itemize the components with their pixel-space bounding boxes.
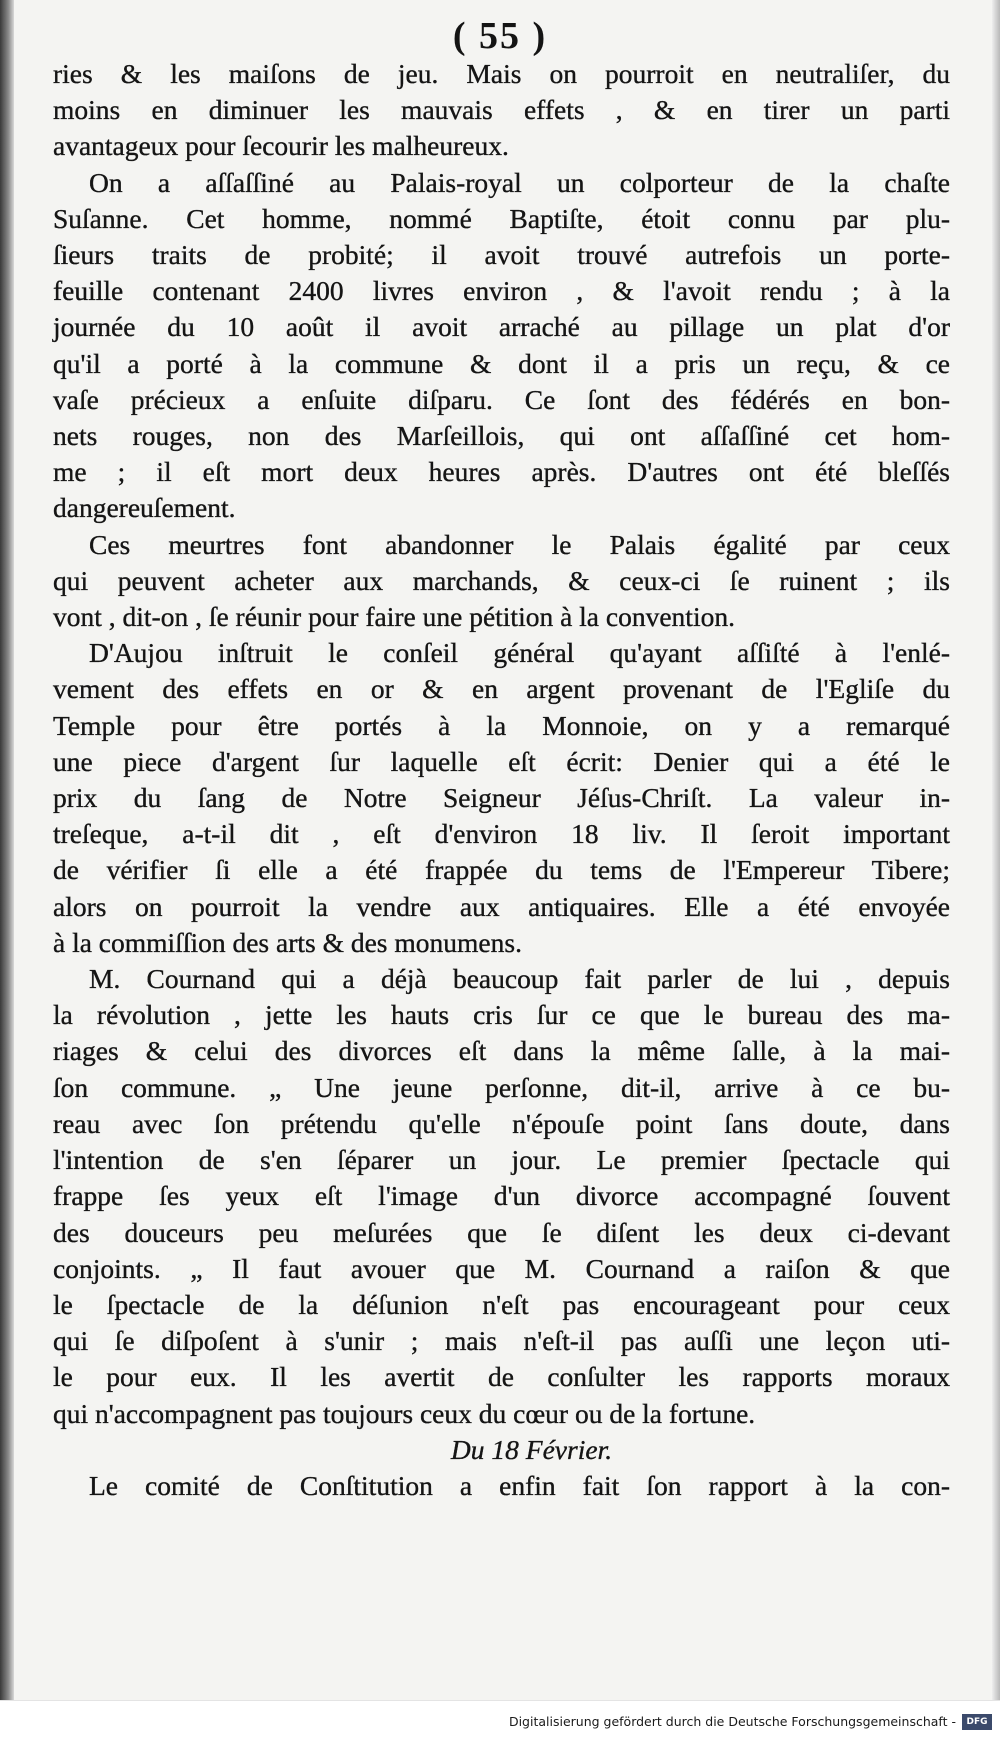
- text-line: Temple pour être portés à la Monnoie, on y a remarqué: [53, 709, 950, 741]
- text-line: nets rouges, non des Marſeillois, qui ont aſſaſſiné cet hom-: [53, 420, 950, 452]
- text-line: vont , dit-on , ſe réunir pour faire une pétition à la convention.: [53, 601, 735, 633]
- text-line: avantageux pour ſecourir les malheureux.: [53, 130, 509, 162]
- text-line: l'intention de s'en ſéparer un jour. Le premier ſpectacle qui: [53, 1144, 950, 1176]
- text-line: feuille contenant 2400 livres environ , & l'avoit rendu ; à la: [53, 275, 950, 307]
- text-line: le ſpectacle de la déſunion n'eſt pas encourageant pour ceux: [53, 1288, 950, 1320]
- text-line: à la commiſſion des arts & des monumens.: [53, 926, 522, 958]
- text-line: alors on pourroit la vendre aux antiquaires. Elle a été envoyée: [53, 890, 950, 922]
- text-line: la révolution , jette les hauts cris ſur ce que le bureau des ma-: [53, 999, 950, 1031]
- text-line: le pour eux. Il les avertit de conſulter les rapports moraux: [53, 1361, 950, 1393]
- text-line: me ; il eſt mort deux heures après. D'autres ont été bleſſés: [53, 456, 950, 488]
- text-line: dangereuſement.: [53, 492, 236, 524]
- text-line: M. Cournand qui a déjà beaucoup fait parler de lui , depuis: [89, 963, 950, 995]
- text-line-closing: Le comité de Conſtitution a enfin fait ſon rapport à la con-: [89, 1469, 950, 1501]
- dfg-logo: DFG: [962, 1714, 992, 1730]
- text-line: Suſanne. Cet homme, nommé Baptiſte, étoit connu par plu-: [53, 202, 950, 234]
- text-line: de vérifier ſi elle a été frappée du tems de l'Empereur Tibere;: [53, 854, 950, 886]
- text-line: Ces meurtres font abandonner le Palais égalité par ceux: [89, 528, 950, 560]
- text-line: conjoints. „ Il faut avouer que M. Cournand a raiſon & que: [53, 1252, 950, 1284]
- body-text: [53, 56, 950, 1504]
- text-line: frappe ſes yeux eſt l'image d'un divorce accompagné ſouvent: [53, 1180, 950, 1212]
- date-heading: Du 18 Février.: [450, 1433, 613, 1465]
- page-edge-shadow: [992, 0, 1000, 1700]
- text-line: On a aſſaſſiné au Palais-royal un colporteur de la chaſte: [89, 166, 950, 198]
- page-binding-shadow: [0, 0, 14, 1700]
- text-line: vaſe précieux a enſuite diſparu. Ce ſont des fédérés en bon-: [53, 383, 950, 415]
- text-line: vement des effets en or & en argent provenant de l'Egliſe du: [53, 673, 950, 705]
- text-line: prix du ſang de Notre Seigneur Jéſus-Chriſt. La valeur in-: [53, 782, 950, 814]
- text-line: qui ſe diſpoſent à s'unir ; mais n'eſt-il pas auſſi une leçon uti-: [53, 1325, 950, 1357]
- footer-bar: [0, 1700, 1000, 1739]
- page-number: ( 55 ): [452, 15, 548, 57]
- text-line: qu'il a porté à la commune & dont il a pris un reçu, & ce: [53, 347, 950, 379]
- text-line: ries & les maiſons de jeu. Mais on pourroit en neutraliſer, du: [53, 58, 950, 89]
- text-line: ſieurs traits de probité; il avoit trouvé autrefois un porte-: [53, 239, 950, 271]
- text-line: une piece d'argent ſur laquelle eſt écrit: Denier qui a été le: [53, 745, 950, 777]
- text-line: qui n'accompagnent pas toujours ceux du cœur ou de la fortune.: [53, 1397, 756, 1429]
- text-line: D'Aujou inſtruit le conſeil général qu'ayant aſſiſté à l'enlé-: [89, 637, 950, 669]
- text-line: des douceurs peu meſurées que ſe diſent les deux ci-devant: [53, 1216, 950, 1248]
- text-line: qui peuvent acheter aux marchands, & ceux-ci ſe ruinent ; ils: [53, 564, 950, 596]
- digitization-credit: Digitalisierung gefördert durch die Deutsche Forschungsgemeinschaft -: [508, 1714, 956, 1729]
- text-line: riages & celui des divorces eſt dans la même ſalle, à la mai-: [53, 1035, 950, 1067]
- text-lines: [53, 56, 950, 1432]
- text-line: treſeque, a-t-il dit , eſt d'environ 18 liv. Il ſeroit important: [53, 818, 950, 850]
- text-line: journée du 10 août il avoit arraché au pillage un plat d'or: [53, 311, 950, 343]
- text-line: reau avec ſon prétendu qu'elle n'épouſe point ſans doute, dans: [53, 1107, 950, 1139]
- text-line: ſon commune. „ Une jeune perſonne, dit-il, arrive à ce bu-: [53, 1071, 950, 1103]
- text-line: moins en diminuer les mauvais effets , & en tirer un parti: [53, 94, 950, 126]
